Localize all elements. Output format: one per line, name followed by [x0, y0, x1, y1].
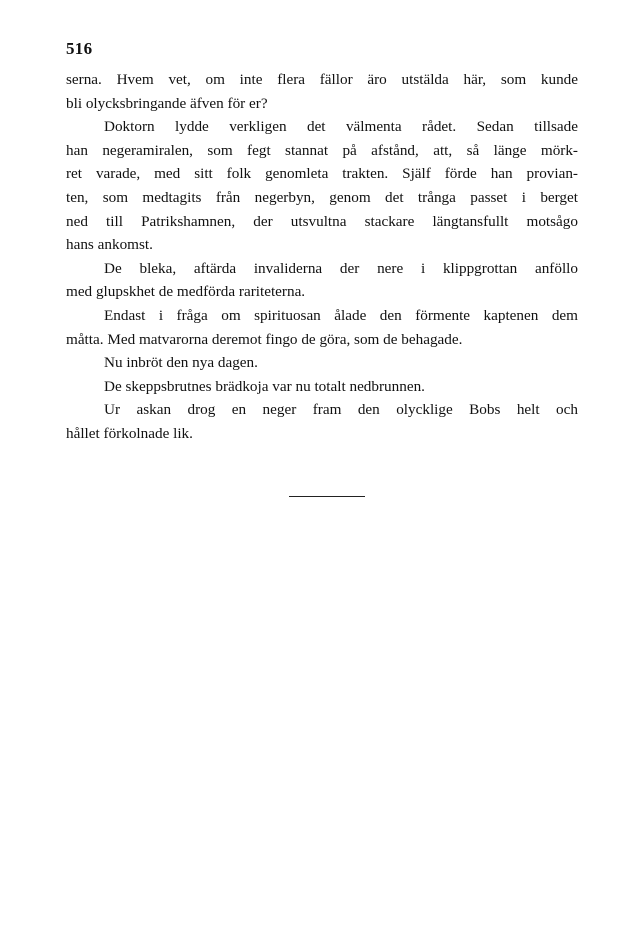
- text-line: Nu inbröt den nya dagen.: [104, 354, 258, 372]
- section-divider: [289, 496, 365, 497]
- text-line: ten, som medtagits från negerbyn, genom det trånga passet i berget: [66, 188, 578, 206]
- text-line: serna. Hvem vet, om inte flera fällor äro utstälda här, som kunde: [66, 71, 578, 88]
- text-line: Ur askan drog en neger fram den olycklige Bobs helt och: [104, 401, 578, 419]
- text-line: Doktorn lydde verkligen det välmenta rådet. Sedan tillsade: [104, 118, 578, 136]
- text-line: De bleka, aftärda invaliderna der nere i klippgrottan anföllo: [104, 259, 578, 277]
- text-line: ret varade, med sitt folk genomleta trakten. Själf förde han provian-: [66, 165, 578, 183]
- body-text: [66, 68, 578, 446]
- text-line: bli olycksbringande äfven för er?: [66, 94, 268, 112]
- text-line: han negeramiralen, som fegt stannat på afstånd, att, så länge mörk-: [66, 141, 578, 159]
- text-line: hans ankomst.: [66, 236, 153, 254]
- text-line: Endast i fråga om spirituosan ålade den förmente kaptenen dem: [104, 306, 578, 324]
- text-line: måtta. Med matvarorna deremot fingo de göra, som de behagade.: [66, 330, 463, 348]
- page-number: 516: [66, 39, 93, 58]
- text-line: ned till Patrikshamnen, der utsvultna stackare längtansfullt motsågo: [66, 212, 578, 230]
- text-line: med glupskhet de medförda rariteterna.: [66, 283, 306, 301]
- text-line: De skeppsbrutnes brädkoja var nu totalt nedbrunnen.: [104, 377, 425, 395]
- text-line: hållet förkolnade lik.: [66, 424, 193, 442]
